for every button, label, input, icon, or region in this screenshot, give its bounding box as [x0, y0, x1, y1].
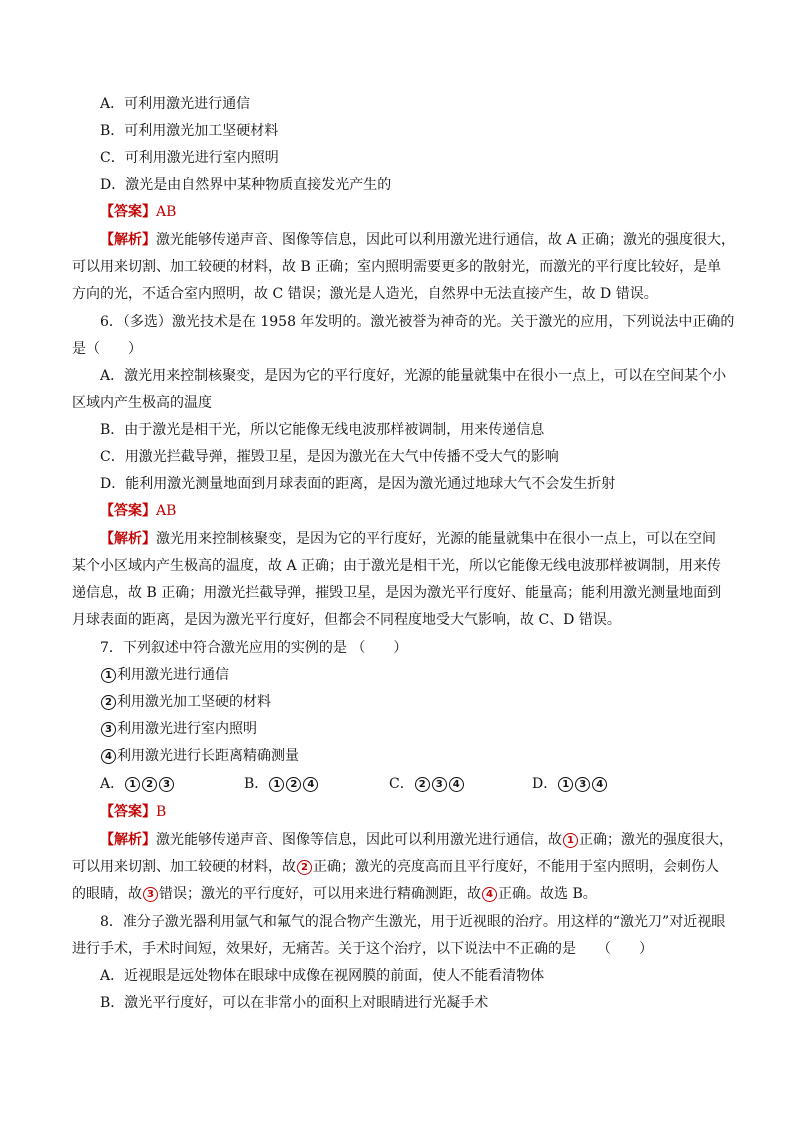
q5-option-b: B．可利用激光加工坚硬材料 [100, 123, 279, 139]
analysis-text: 可以用来切割、加工较硬的材料，故 [72, 859, 296, 875]
analysis-text: 激光能够传递声音、图像等信息，因此可以利用激光进行通信，故 A 正确；激光的强度很大， [156, 232, 736, 248]
analysis-text: 激光用来控制核聚变，是因为它的平行度好，光源的能量就集中在很小一点上，可以在空间 [156, 531, 716, 547]
q7-choice-c [389, 775, 465, 793]
q6-option-d: D．能利用激光测量地面到月球表面的距离，是因为激光通过地球大气不会发生折射 [100, 476, 616, 492]
q8-stem-line-1: 8．准分子激光器利用氩气和氟气的混合物产生激光，用于近视眼的治疗。用这样的“激光刀”对近视眼 [100, 914, 726, 930]
q7-analysis-line-2 [72, 858, 732, 876]
circled-number: 1 [125, 777, 140, 792]
q6-answer [100, 502, 760, 520]
circled-number: 2 [415, 777, 430, 792]
circled-number: 3 [575, 777, 590, 792]
q6-option-a-line-2: 区域内产生极高的温度 [72, 395, 212, 411]
q6-option-c: C．用激光拦截导弹，摧毁卫星，是因为激光在大气中传播不受大气的影响 [100, 449, 559, 465]
analysis-text: 激光能够传递声音、图像等信息，因此可以利用激光进行通信，故 [156, 832, 562, 848]
q5-option-c: C．可利用激光进行室内照明 [100, 150, 279, 166]
answer-value: AB [156, 503, 177, 519]
circled-number: 3 [143, 887, 158, 902]
circled-number: 2 [142, 777, 157, 792]
q5-option-d: D．激光是由自然界中某种物质直接发光产生的 [100, 177, 392, 193]
circled-number: 1 [563, 833, 578, 848]
choice-letter: D． [532, 776, 558, 792]
circled-number: 2 [297, 860, 312, 875]
answer-tag: 【答案】 [100, 204, 156, 220]
q5-option-a: A．可利用激光进行通信 [100, 96, 251, 112]
q5-answer [100, 203, 760, 221]
answer-value: B [156, 804, 167, 820]
analysis-text: 正确。故选 B。 [498, 886, 597, 902]
q8-stem-line-2: 进行手术，手术时间短，效果好，无痛苦。关于这个治疗，以下说法中不正确的是 （ ） [72, 941, 653, 957]
item-text: 利用激光进行长距离精确测量 [117, 748, 299, 764]
analysis-tag: 【解析】 [100, 832, 156, 848]
choice-letter: B． [244, 776, 269, 792]
q8-option-a: A．近视眼是远处物体在眼球中成像在视网膜的前面，使人不能看清物体 [100, 968, 545, 984]
circled-number: 4 [101, 749, 116, 764]
q7-item-3 [100, 720, 760, 738]
choice-letter: A． [100, 776, 125, 792]
q7-choice-a [100, 775, 175, 793]
q6-stem-line-2: 是（ ） [72, 341, 142, 357]
answer-tag: 【答案】 [100, 503, 156, 519]
circled-number: 4 [303, 777, 318, 792]
answer-tag: 【答案】 [100, 804, 156, 820]
q6-stem-line-1: 6．（多选）激光技术是在 1958 年发明的。激光被誉为神奇的光。关于激光的应用，下列说法中正确的 [100, 314, 735, 330]
q7-choice-d [532, 775, 608, 793]
circled-number: 3 [432, 777, 447, 792]
circled-number: 2 [101, 695, 116, 710]
item-text: 利用激光进行室内照明 [117, 721, 257, 737]
q5-analysis-line-1 [100, 231, 760, 249]
q6-analysis-line-1 [100, 530, 760, 548]
q5-analysis-line-2: 可以用来切割、加工较硬的材料，故 B 正确；室内照明需要更多的散射光，而激光的平行度比较好，是单 [72, 259, 722, 275]
q7-stem: 7．下列叙述中符合激光应用的实例的是 （ ） [100, 640, 408, 656]
circled-number: 3 [101, 722, 116, 737]
circled-number: 1 [269, 777, 284, 792]
q6-option-b: B．由于激光是相干光，所以它能像无线电波那样被调制，用来传递信息 [100, 422, 545, 438]
circled-number: 4 [449, 777, 464, 792]
q7-item-4 [100, 747, 760, 765]
q7-choice-b [244, 775, 319, 793]
q5-analysis-line-3: 方向的光，不适合室内照明，故 C 错误；激光是人造光，自然界中无法直接产生，故 D 错误。 [72, 286, 658, 302]
analysis-text: 的眼睛，故 [72, 886, 142, 902]
circled-number: 4 [482, 887, 497, 902]
analysis-text: 正确；激光的强度很大， [579, 832, 733, 848]
q8-option-b: B．激光平行度好，可以在非常小的面积上对眼睛进行光凝手术 [100, 995, 489, 1011]
q7-item-2 [100, 693, 760, 711]
circled-number: 1 [558, 777, 573, 792]
circled-number: 3 [159, 777, 174, 792]
circled-number: 4 [592, 777, 607, 792]
circled-number: 2 [286, 777, 301, 792]
q6-option-a-line-1: A．激光用来控制核聚变，是因为它的平行度好，光源的能量就集中在很小一点上，可以在空间某个小 [100, 368, 727, 384]
q7-answer [100, 803, 760, 821]
answer-value: AB [156, 204, 177, 220]
q6-analysis-line-4: 月球表面的距离，是因为激光平行度好，但都会不同程度地受大气影响，故 C、D 错误。 [72, 612, 621, 628]
q7-analysis-line-1 [100, 831, 760, 849]
analysis-tag: 【解析】 [100, 232, 156, 248]
q6-analysis-line-3: 递信息，故 B 正确；用激光拦截导弹，摧毁卫星，是因为激光平行度好、能量高；能利用激光测量地面到 [72, 585, 722, 601]
q6-analysis-line-2: 某个小区域内产生极高的温度，故 A 正确；由于激光是相干光，所以它能像无线电波那样被调制，用来传 [72, 558, 722, 574]
analysis-text: 正确；激光的亮度高而且平行度好，不能用于室内照明，会刺伤人 [313, 859, 719, 875]
circled-number: 1 [101, 668, 116, 683]
choice-letter: C． [389, 776, 414, 792]
q7-analysis-line-3 [72, 885, 732, 903]
analysis-text: 错误；激光的平行度好，可以用来进行精确测距，故 [159, 886, 481, 902]
item-text: 利用激光进行通信 [117, 667, 229, 683]
q7-item-1 [100, 666, 760, 684]
analysis-tag: 【解析】 [100, 531, 156, 547]
item-text: 利用激光加工坚硬的材料 [117, 694, 271, 710]
